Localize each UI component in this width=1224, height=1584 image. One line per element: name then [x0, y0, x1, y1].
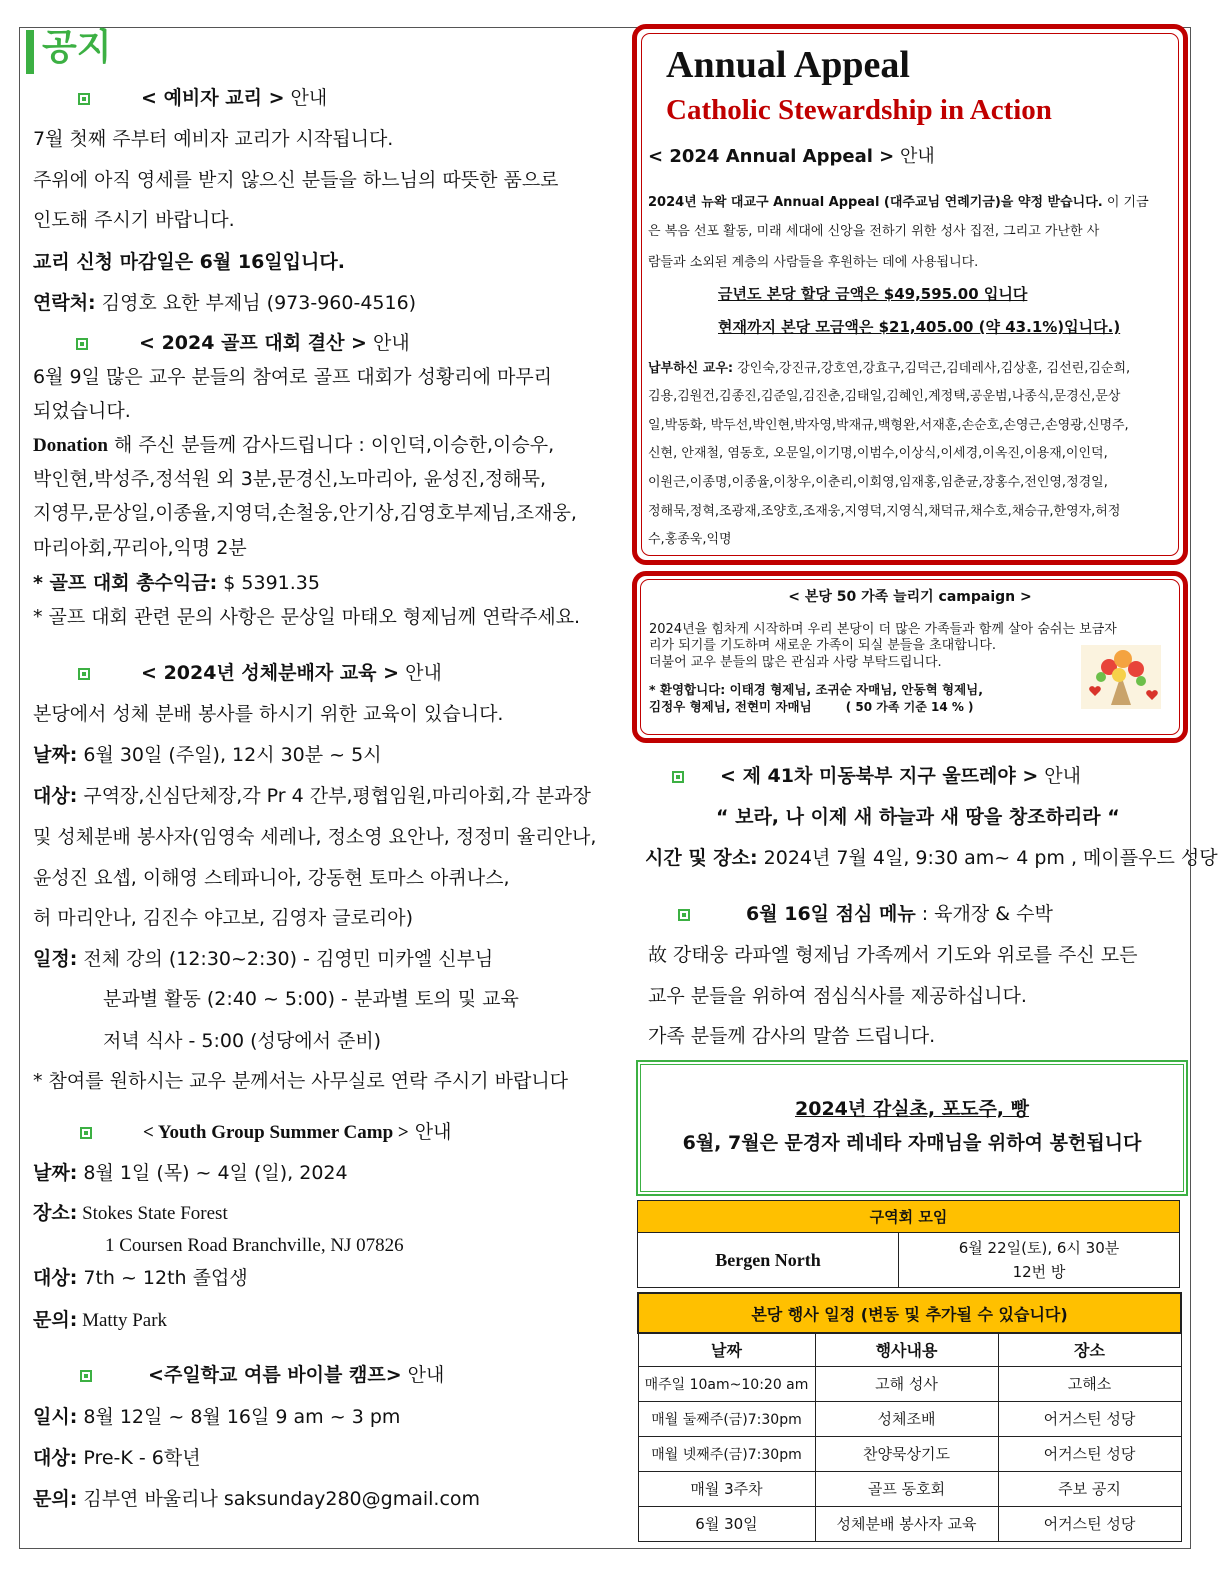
table-cell: 어거스틴 성당 [998, 1506, 1181, 1541]
text-line: 지영무,문상일,이종율,지영덕,손철웅,안기상,김영호부제님,조재웅, [33, 502, 577, 524]
text-line: 저녁 식사 - 5:00 (성당에서 준비) [103, 1030, 382, 1052]
campaign-welcome: * 환영합니다: 이태경 형제님, 조귀순 자매님, 안동혁 형제님, [649, 682, 983, 697]
events-header: 본당 행사 일정 (변동 및 추가될 수 있습니다) [638, 1293, 1181, 1333]
inquiry-line: 문의: Matty Park [33, 1309, 168, 1331]
table-row [638, 1401, 1181, 1436]
section-lunch-heading: 6월 16일 점심 메뉴 : 육개장 & 수박 [678, 902, 1053, 926]
address-line: 1 Coursen Road Branchville, NJ 07826 [105, 1235, 404, 1256]
table-cell: 성체조배 [815, 1401, 998, 1436]
table-row [638, 1366, 1181, 1401]
donors-line: 정해묵,정혁,조광재,조양호,조재웅,지영덕,지영식,채덕규,채수호,채승규,한영자,허정 [648, 504, 1121, 519]
section-bible-camp-heading: <주일학교 여름 바이블 캠프> 안내 [80, 1363, 444, 1387]
donors-list: 납부하신 교우: 강인숙,강진규,강호연,강효구,김덕근,김데레사,김상훈, 김선린,김순희, [648, 361, 1131, 376]
table-cell: 매월 넷째주(금)7:30pm [638, 1436, 815, 1471]
table-cell: 고해소 [998, 1366, 1181, 1401]
campaign-heading: < 본당 50 가족 늘리기 campaign > [788, 589, 1032, 605]
text-line: 본당에서 성체 분배 봉사를 하시기 위한 교육이 있습니다. [33, 703, 504, 725]
section-ultreya-heading: < 제 41차 미동북부 지구 울뜨레야 > 안내 [672, 764, 1081, 788]
text-line: * 골프 대회 관련 문의 사항은 문상일 마태오 형제님께 연락주세요. [33, 606, 581, 628]
table-cell: 어거스틴 성당 [998, 1436, 1181, 1471]
donors-line: 수,홍종욱,익명 [648, 532, 732, 547]
bullet-square-icon [678, 909, 690, 921]
text-line: 및 성체분배 봉사자(임영숙 세레나, 정소영 요안나, 정정미 율리안나, [33, 826, 597, 848]
offering-text: 6월, 7월은 문경자 레네타 자매님을 위하여 봉헌됩니다 [682, 1132, 1142, 1154]
text-line: 분과별 활동 (2:40 ~ 5:00) - 분과별 토의 및 교육 [103, 988, 519, 1010]
section-communion-heading: < 2024년 성체분배자 교육 > 안내 [78, 661, 442, 685]
section-youth-heading: < Youth Group Summer Camp > 안내 [80, 1120, 452, 1145]
column-header-date: 날짜 [638, 1333, 815, 1366]
table-cell: 성체분배 봉사자 교육 [815, 1506, 998, 1541]
inquiry-line: 문의: 김부연 바울리나 saksunday280@gmail.com [33, 1488, 481, 1510]
appeal-subtitle: Catholic Stewardship in Action [666, 94, 1052, 126]
section-catechumen-heading: < 예비자 교리 > 안내 [78, 86, 327, 110]
column-header-event: 행사내용 [815, 1333, 998, 1366]
donors-line: 이원근,이종명,이종율,이창우,이춘리,이회영,임재홍,임춘균,장홍수,전인영,정경일, [648, 475, 1108, 490]
appeal-text: 은 복음 선포 활동, 미래 세대에 신앙을 전하기 위한 성사 집전, 그리고 가난한 사 [648, 224, 1100, 239]
bullet-square-icon [80, 1370, 92, 1382]
text-line: 교리 신청 마감일은 6월 16일입니다. [33, 251, 345, 273]
bullet-square-icon [76, 338, 88, 350]
column-header-place: 장소 [998, 1333, 1181, 1366]
target-line: 대상: Pre-K - 6학년 [33, 1447, 201, 1469]
campaign-text: 리가 되기를 기도하며 새로운 가족이 되실 분들을 초대합니다. [649, 638, 997, 653]
campaign-text: 더불어 교우 분들의 많은 관심과 사랑 부탁드립니다. [649, 655, 942, 670]
flower-bouquet-icon [1081, 645, 1161, 709]
offering-title: 2024년 감실초, 포도주, 빵 [795, 1098, 1029, 1120]
table-cell: 6월 30일 [638, 1506, 815, 1541]
place-line: 장소: Stokes State Forest [33, 1202, 228, 1224]
appeal-text: 람들과 소외된 계층의 사람들을 후원하는 데에 사용됩니다. [648, 255, 979, 270]
text-line: 故 강태웅 라파엘 형제님 가족께서 기도와 위로를 주신 모든 [648, 944, 1138, 966]
donors-line: 신현, 안재철, 염동호, 오문일,이기명,이범수,이상식,이세경,이옥진,이용재,이인덕, [648, 446, 1108, 461]
date-line: 날짜: 8월 1일 (목) ~ 4일 (일), 2024 [33, 1162, 348, 1184]
text-line: 주위에 아직 영세를 받지 않으신 분들을 하느님의 따뜻한 품으로 [33, 169, 559, 191]
events-table [637, 1292, 1182, 1542]
contact-line: 연락처: 김영호 요한 부제님 (973-960-4516) [33, 292, 417, 314]
table-cell: 매월 3주차 [638, 1471, 815, 1506]
district-info: 6월 22일(토), 6시 30분 12번 방 [899, 1233, 1180, 1288]
appeal-title: Annual Appeal [666, 44, 910, 86]
text-line: * 참여를 원하시는 교우 분께서는 사무실로 연락 주시기 바랍니다 [33, 1070, 569, 1092]
table-cell: 매월 둘째주(금)7:30pm [638, 1401, 815, 1436]
bullet-square-icon [80, 1127, 92, 1139]
date-line: 날짜: 6월 30일 (주일), 12시 30분 ~ 5시 [33, 744, 382, 766]
bullet-square-icon [78, 668, 90, 680]
ultreya-quote: “ 보라, 나 이제 새 하늘과 새 땅을 창조하리라 “ [716, 806, 1120, 828]
text-line: 가족 분들께 감사의 말씀 드립니다. [648, 1025, 936, 1047]
page-title: 공지 [42, 27, 112, 68]
table-cell: 주보 공지 [998, 1471, 1181, 1506]
table-cell: 매주일 10am~10:20 am [638, 1366, 815, 1401]
table-cell: 골프 동호회 [815, 1471, 998, 1506]
text-line: 7월 첫째 주부터 예비자 교리가 시작됩니다. [33, 128, 394, 150]
text-line: 되었습니다. [33, 400, 131, 422]
district-table [637, 1200, 1180, 1288]
text-line: 허 마리안나, 김진수 야고보, 김영자 글로리아) [33, 907, 414, 929]
table-cell: 어거스틴 성당 [998, 1401, 1181, 1436]
date-line: 일시: 8월 12일 ~ 8월 16일 9 am ~ 3 pm [33, 1406, 401, 1428]
donors-line: 김용,김원건,김종진,김준일,김진춘,김태일,김혜인,계정택,공운범,나종식,문경신,문상 [648, 389, 1121, 404]
campaign-text: 2024년을 힘차게 시작하며 우리 본당이 더 많은 가족들과 함께 살아 숨쉬는 보금자 [649, 622, 1117, 637]
text-line: 마리아회,꾸리아,익명 2분 [33, 537, 247, 559]
text-line: 박인현,박성주,정석원 외 3분,문경신,노마리아, 윤성진,정해묵, [33, 468, 546, 490]
schedule-line: 일정: 전체 강의 (12:30~2:30) - 김영민 미카엘 신부님 [33, 948, 494, 970]
appeal-text: 2024년 뉴왁 대교구 Annual Appeal (대주교님 연례기금)을 약정 받습니다. 이 기금 [648, 195, 1149, 210]
target-line: 대상: 7th ~ 12th 졸업생 [33, 1267, 248, 1289]
text-line: Donation 해 주신 분들께 감사드립니다 : 이인덕,이승한,이승우, [33, 434, 555, 456]
text-line: 교우 분들을 위하여 점심식사를 제공하십니다. [648, 985, 1027, 1007]
table-row [638, 1436, 1181, 1471]
golf-total: * 골프 대회 총수익금: $ 5391.35 [33, 572, 320, 594]
bullet-square-icon [672, 771, 684, 783]
appeal-heading: < 2024 Annual Appeal > 안내 [648, 146, 935, 167]
text-line: 윤성진 요셉, 이해영 스테파니아, 강동현 토마스 아퀴나스, [33, 867, 510, 889]
donors-line: 일,박동화, 박두선,박인현,박자영,박재규,백형완,서재훈,손순호,손영근,손영광,신명주, [648, 418, 1129, 433]
appeal-raised: 현재까지 본당 모금액은 $21,405.00 (약 43.1%)입니다.) [718, 318, 1121, 336]
target-line: 대상: 구역장,신심단체장,각 Pr 4 간부,평협임원,마리아회,각 분과장 [33, 785, 591, 807]
appeal-goal: 금년도 본당 할당 금액은 $49,595.00 입니다 [718, 285, 1028, 303]
text-line: 인도해 주시기 바랍니다. [33, 209, 235, 231]
district-name: Bergen North [638, 1233, 899, 1288]
section-golf-heading: < 2024 골프 대회 결산 > 안내 [76, 331, 410, 355]
table-cell: 찬양묵상기도 [815, 1436, 998, 1471]
table-row [638, 1506, 1181, 1541]
campaign-welcome: 김정우 형제님, 전현미 자매님 ( 50 가족 기준 14 % ) [649, 699, 974, 714]
header-bar [26, 30, 34, 74]
district-header: 구역회 모임 [638, 1201, 1180, 1233]
ultreya-time: 시간 및 장소: 2024년 7월 4일, 9:30 am~ 4 pm , 메이플우드 성당 [645, 847, 1218, 869]
table-cell: 고해 성사 [815, 1366, 998, 1401]
table-row [638, 1471, 1181, 1506]
text-line: 6월 9일 많은 교우 분들의 참여로 골프 대회가 성황리에 마무리 [33, 366, 553, 388]
bullet-square-icon [78, 93, 90, 105]
